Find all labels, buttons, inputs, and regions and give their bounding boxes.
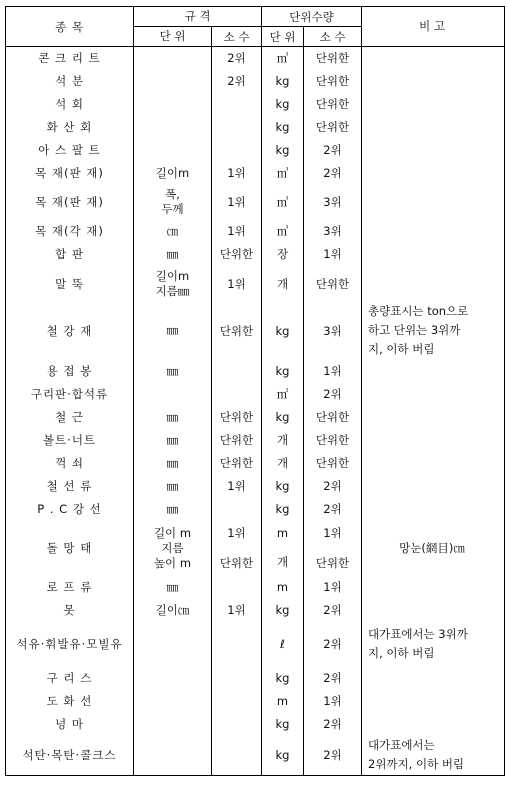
remarks-cell: 대가표에서는 2위까지, 이하 버림 [362, 736, 505, 776]
remarks-cell: 망눈(網目)㎝ [362, 521, 505, 576]
spec-unit-cell: ㎜ [134, 360, 212, 383]
spec-unit-cell [134, 667, 212, 690]
qty-decimal-cell: 2위 [304, 475, 362, 498]
item-cell: 철 근 [6, 406, 134, 429]
table-row [6, 47, 505, 70]
qty-unit-cell: kg [262, 302, 304, 360]
qty-unit-cell: ㎡ [262, 383, 304, 406]
header-spec-decimal: 소 수 [212, 27, 262, 47]
spec-unit-cell [134, 116, 212, 139]
header-qty-decimal: 소 수 [304, 27, 362, 47]
qty-decimal-cell: 2위 [304, 713, 362, 736]
qty-decimal-cell: 단위한 [304, 266, 362, 302]
spec-decimal-cell [212, 498, 262, 521]
spec-decimal-cell [212, 736, 262, 776]
spec-unit-cell: ㎝ [134, 220, 212, 243]
qty-decimal-cell: 단위한 [304, 47, 362, 70]
qty-unit-cell: 장 [262, 243, 304, 266]
qty-unit-cell: kg [262, 116, 304, 139]
spec-unit-cell: 길이㎝ [134, 599, 212, 622]
qty-decimal-cell: 2위 [304, 498, 362, 521]
spec-decimal-cell: 1위 [212, 475, 262, 498]
table-row [6, 116, 505, 139]
qty-decimal-cell: 3위 [304, 185, 362, 220]
item-cell: 석 회 [6, 93, 134, 116]
remarks-cell [362, 667, 505, 690]
qty-decimal-cell: 1위 단위한 [304, 521, 362, 576]
spec-unit-cell: ㎜ [134, 452, 212, 475]
spec-unit-cell: ㎜ [134, 498, 212, 521]
remarks-cell [362, 498, 505, 521]
table-row [6, 521, 505, 576]
remarks-cell [362, 47, 505, 70]
qty-decimal-cell: 단위한 [304, 406, 362, 429]
table-row [6, 302, 505, 360]
spec-decimal-cell [212, 139, 262, 162]
table-row [6, 667, 505, 690]
qty-decimal-cell: 단위한 [304, 116, 362, 139]
remarks-cell [362, 452, 505, 475]
remarks-cell: 총량표시는 ton으로 하고 단위는 3위까 지, 이하 버림 [362, 302, 505, 360]
table-row [6, 162, 505, 185]
item-cell: 말 뚝 [6, 266, 134, 302]
qty-unit-cell: kg [262, 93, 304, 116]
spec-decimal-cell [212, 116, 262, 139]
spec-decimal-cell: 단위한 [212, 302, 262, 360]
remarks-cell [362, 713, 505, 736]
item-cell: 목 재(각 재) [6, 220, 134, 243]
spec-decimal-cell: 단위한 [212, 452, 262, 475]
table-row [6, 622, 505, 667]
table-row [6, 690, 505, 713]
qty-decimal-cell: 2위 [304, 736, 362, 776]
header-remarks: 비 고 [362, 7, 505, 47]
table-row [6, 406, 505, 429]
spec-decimal-cell [212, 667, 262, 690]
item-cell: 석유·휘발유·모빌유 [6, 622, 134, 667]
remarks-cell [362, 576, 505, 599]
qty-decimal-cell: 2위 [304, 139, 362, 162]
item-cell: 목 재(판 재) [6, 185, 134, 220]
table-row [6, 185, 505, 220]
item-cell: 볼트·너트 [6, 429, 134, 452]
spec-decimal-cell [212, 576, 262, 599]
qty-unit-cell: m [262, 690, 304, 713]
spec-unit-cell: ㎜ [134, 576, 212, 599]
qty-unit-cell: kg [262, 139, 304, 162]
item-cell: 도 화 선 [6, 690, 134, 713]
spec-decimal-cell [212, 713, 262, 736]
item-cell: 석 분 [6, 70, 134, 93]
item-cell: 로 프 류 [6, 576, 134, 599]
qty-decimal-cell: 단위한 [304, 452, 362, 475]
item-cell: 아 스 팔 트 [6, 139, 134, 162]
qty-decimal-cell: 1위 [304, 690, 362, 713]
spec-unit-cell: 폭, 두께 [134, 185, 212, 220]
spec-unit-cell: ㎜ [134, 406, 212, 429]
spec-decimal-cell: 단위한 [212, 429, 262, 452]
spec-unit-cell: 길이 m 지름 높이 m [134, 521, 212, 576]
spec-decimal-cell [212, 360, 262, 383]
header-qty-unit: 단 위 [262, 27, 304, 47]
spec-unit-cell [134, 736, 212, 776]
item-cell: 넝 마 [6, 713, 134, 736]
item-cell: 콘 크 리 트 [6, 47, 134, 70]
header-spec: 규 격 [134, 7, 262, 27]
qty-decimal-cell: 2위 [304, 599, 362, 622]
remarks-cell [362, 93, 505, 116]
remarks-cell [362, 599, 505, 622]
item-cell: 철 선 류 [6, 475, 134, 498]
item-cell: 못 [6, 599, 134, 622]
spec-unit-cell: ㎜ [134, 429, 212, 452]
spec-unit-cell: 길이m 지름㎜ [134, 266, 212, 302]
item-cell: 꺽 쇠 [6, 452, 134, 475]
spec-decimal-cell: 1위 [212, 599, 262, 622]
qty-unit-cell: kg [262, 713, 304, 736]
remarks-cell [362, 139, 505, 162]
qty-decimal-cell: 단위한 [304, 70, 362, 93]
remarks-cell [362, 243, 505, 266]
qty-decimal-cell: 2위 [304, 383, 362, 406]
qty-unit-cell: kg [262, 70, 304, 93]
spec-unit-cell: ㎜ [134, 243, 212, 266]
spec-unit-cell: 길이m [134, 162, 212, 185]
spec-unit-cell: ㎜ [134, 475, 212, 498]
spec-unit-cell [134, 383, 212, 406]
remarks-cell [362, 116, 505, 139]
spec-unit-cell [134, 139, 212, 162]
unit-decimal-table [5, 6, 505, 776]
remarks-cell: 대가표에서는 3위까 지, 이하 버림 [362, 622, 505, 667]
qty-decimal-cell: 1위 [304, 576, 362, 599]
qty-decimal-cell: 3위 [304, 302, 362, 360]
qty-decimal-cell: 1위 [304, 360, 362, 383]
table-row [6, 576, 505, 599]
table-row [6, 243, 505, 266]
header-qty: 단위수량 [262, 7, 362, 27]
qty-unit-cell: kg [262, 498, 304, 521]
qty-unit-cell: ㎥ [262, 47, 304, 70]
item-cell: P . C 강 선 [6, 498, 134, 521]
qty-decimal-cell: 1위 [304, 243, 362, 266]
qty-unit-cell: kg [262, 667, 304, 690]
qty-unit-cell: kg [262, 736, 304, 776]
qty-unit-cell: ㎥ [262, 185, 304, 220]
spec-decimal-cell [212, 690, 262, 713]
spec-decimal-cell: 2위 [212, 47, 262, 70]
table-row [6, 266, 505, 302]
spec-decimal-cell: 1위 [212, 162, 262, 185]
remarks-cell [362, 162, 505, 185]
table-row [6, 736, 505, 776]
remarks-cell [362, 406, 505, 429]
qty-unit-cell: 개 [262, 266, 304, 302]
table-row [6, 383, 505, 406]
item-cell: 석탄·목탄·콜크스 [6, 736, 134, 776]
table-row [6, 70, 505, 93]
item-cell: 목 재(판 재) [6, 162, 134, 185]
table-row [6, 713, 505, 736]
spec-decimal-cell [212, 93, 262, 116]
qty-unit-cell: m 개 [262, 521, 304, 576]
spec-decimal-cell: 1위 [212, 185, 262, 220]
item-cell: 용 접 봉 [6, 360, 134, 383]
spec-unit-cell [134, 70, 212, 93]
table-row [6, 599, 505, 622]
spec-unit-cell [134, 93, 212, 116]
table-row [6, 475, 505, 498]
spec-decimal-cell: 단위한 [212, 406, 262, 429]
remarks-cell [362, 429, 505, 452]
spec-decimal-cell: 2위 [212, 70, 262, 93]
remarks-cell [362, 360, 505, 383]
remarks-cell [362, 185, 505, 220]
qty-decimal-cell: 2위 [304, 622, 362, 667]
remarks-cell [362, 475, 505, 498]
spec-unit-cell [134, 47, 212, 70]
item-cell: 화 산 회 [6, 116, 134, 139]
item-cell: 구리판·합석류 [6, 383, 134, 406]
qty-unit-cell: m [262, 576, 304, 599]
item-cell: 합 판 [6, 243, 134, 266]
spec-decimal-cell: 단위한 [212, 243, 262, 266]
spec-unit-cell [134, 713, 212, 736]
qty-unit-cell: ㎥ [262, 162, 304, 185]
remarks-cell [362, 383, 505, 406]
qty-decimal-cell: 2위 [304, 162, 362, 185]
table-row [6, 220, 505, 243]
item-cell: 돌 망 태 [6, 521, 134, 576]
header-item: 종 목 [6, 7, 134, 47]
qty-unit-cell: kg [262, 475, 304, 498]
qty-unit-cell: ℓ [262, 622, 304, 667]
qty-unit-cell: 개 [262, 452, 304, 475]
spec-unit-cell [134, 622, 212, 667]
table-row [6, 498, 505, 521]
table-row [6, 139, 505, 162]
qty-decimal-cell: 단위한 [304, 429, 362, 452]
qty-unit-cell: kg [262, 360, 304, 383]
header-spec-unit: 단 위 [134, 27, 212, 47]
spec-decimal-cell [212, 383, 262, 406]
remarks-cell [362, 70, 505, 93]
qty-unit-cell: kg [262, 599, 304, 622]
item-cell: 구 리 스 [6, 667, 134, 690]
spec-unit-cell: ㎜ [134, 302, 212, 360]
qty-unit-cell: ㎥ [262, 220, 304, 243]
qty-decimal-cell: 2위 [304, 667, 362, 690]
table-row [6, 93, 505, 116]
remarks-cell [362, 220, 505, 243]
spec-decimal-cell: 1위 [212, 220, 262, 243]
item-cell: 철 강 재 [6, 302, 134, 360]
qty-unit-cell: 개 [262, 429, 304, 452]
remarks-cell [362, 266, 505, 302]
table-row [6, 452, 505, 475]
qty-decimal-cell: 3위 [304, 220, 362, 243]
qty-unit-cell: kg [262, 406, 304, 429]
spec-decimal-cell: 1위 단위한 [212, 521, 262, 576]
table-row [6, 429, 505, 452]
qty-decimal-cell: 단위한 [304, 93, 362, 116]
table-row [6, 360, 505, 383]
spec-decimal-cell: 1위 [212, 266, 262, 302]
spec-unit-cell [134, 690, 212, 713]
remarks-cell [362, 690, 505, 713]
spec-decimal-cell [212, 622, 262, 667]
